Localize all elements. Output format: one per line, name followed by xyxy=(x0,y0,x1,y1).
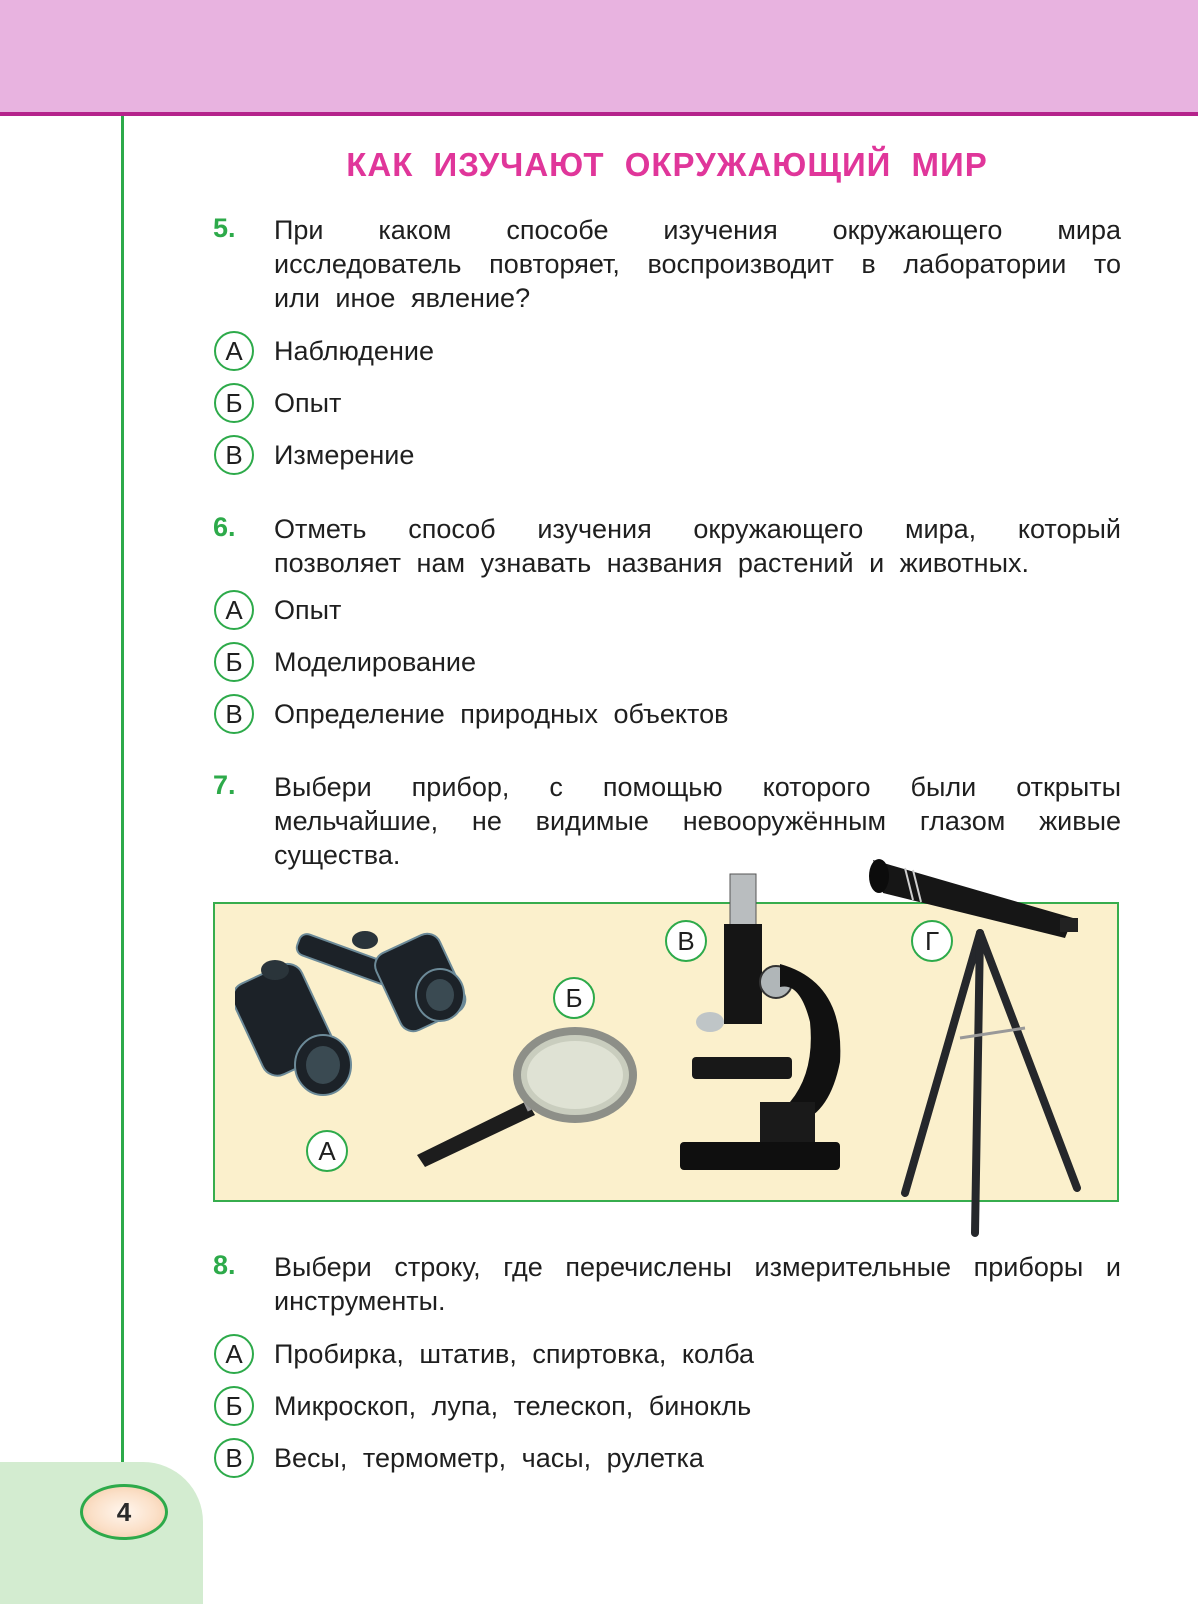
magnifying-glass-icon[interactable] xyxy=(415,1025,640,1170)
option-letter-circle[interactable]: А xyxy=(214,590,254,630)
question-6 xyxy=(213,512,1121,736)
image-label-c[interactable]: В xyxy=(665,920,707,962)
question-text: Выбери строку, где перечислены измерительные приборы и инструменты. xyxy=(274,1252,1121,1316)
option-letter-circle[interactable]: А xyxy=(214,1334,254,1374)
question-number: 5. xyxy=(213,213,236,243)
microscope-icon[interactable] xyxy=(680,872,860,1182)
question-number: 7. xyxy=(213,770,236,800)
image-label-a[interactable]: А xyxy=(306,1130,348,1172)
question-text: Отметь способ изучения окружающего мира, который позволяет нам узнавать названия растений и животных. xyxy=(274,514,1121,578)
option-label: Опыт xyxy=(274,594,342,625)
option-a[interactable] xyxy=(213,1332,1121,1376)
option-b[interactable] xyxy=(213,640,1121,684)
header-band xyxy=(0,0,1198,116)
option-letter-circle[interactable]: В xyxy=(214,435,254,475)
option-label: Наблюдение xyxy=(274,335,434,366)
option-letter-circle[interactable]: В xyxy=(214,1438,254,1478)
option-label: Моделирование xyxy=(274,646,477,677)
option-label: Опыт xyxy=(274,387,342,418)
image-label-d[interactable]: Г xyxy=(911,920,953,962)
option-letter-circle[interactable]: А xyxy=(214,331,254,371)
question-number: 6. xyxy=(213,512,236,542)
option-label: Микроскоп, лупа, телескоп, бинокль xyxy=(274,1390,752,1421)
question-5 xyxy=(213,213,1121,477)
option-label: Измерение xyxy=(274,439,415,470)
option-label: Определение природных объектов xyxy=(274,698,729,729)
option-label: Весы, термометр, часы, рулетка xyxy=(274,1442,704,1473)
margin-line xyxy=(121,116,124,1489)
question-8 xyxy=(213,1250,1121,1480)
option-b[interactable] xyxy=(213,1384,1121,1428)
option-a[interactable] xyxy=(213,588,1121,632)
image-label-b[interactable]: Б xyxy=(553,977,595,1019)
option-letter-circle[interactable]: Б xyxy=(214,1386,254,1426)
telescope-icon[interactable] xyxy=(865,848,1115,1238)
option-label: Пробирка, штатив, спиртовка, колба xyxy=(274,1338,754,1369)
page-title: КАК ИЗУЧАЮТ ОКРУЖАЮЩИЙ МИР xyxy=(346,146,988,183)
option-letter-circle[interactable]: В xyxy=(214,694,254,734)
option-c[interactable] xyxy=(213,692,1121,736)
option-a[interactable] xyxy=(213,329,1121,373)
option-c[interactable] xyxy=(213,1436,1121,1480)
option-c[interactable] xyxy=(213,433,1121,477)
question-text: Выбери прибор, с помощью которого были открыты мельчайшие, не видимые невооружённым глазом живые существа. xyxy=(274,772,1121,870)
question-text: При каком способе изучения окружающего мира исследователь повторяет, воспроизводит в лаборатории то или иное явление? xyxy=(274,215,1121,313)
page-number: 4 xyxy=(80,1484,168,1540)
option-b[interactable] xyxy=(213,381,1121,425)
option-letter-circle[interactable]: Б xyxy=(214,642,254,682)
question-number: 8. xyxy=(213,1250,236,1280)
option-letter-circle[interactable]: Б xyxy=(214,383,254,423)
